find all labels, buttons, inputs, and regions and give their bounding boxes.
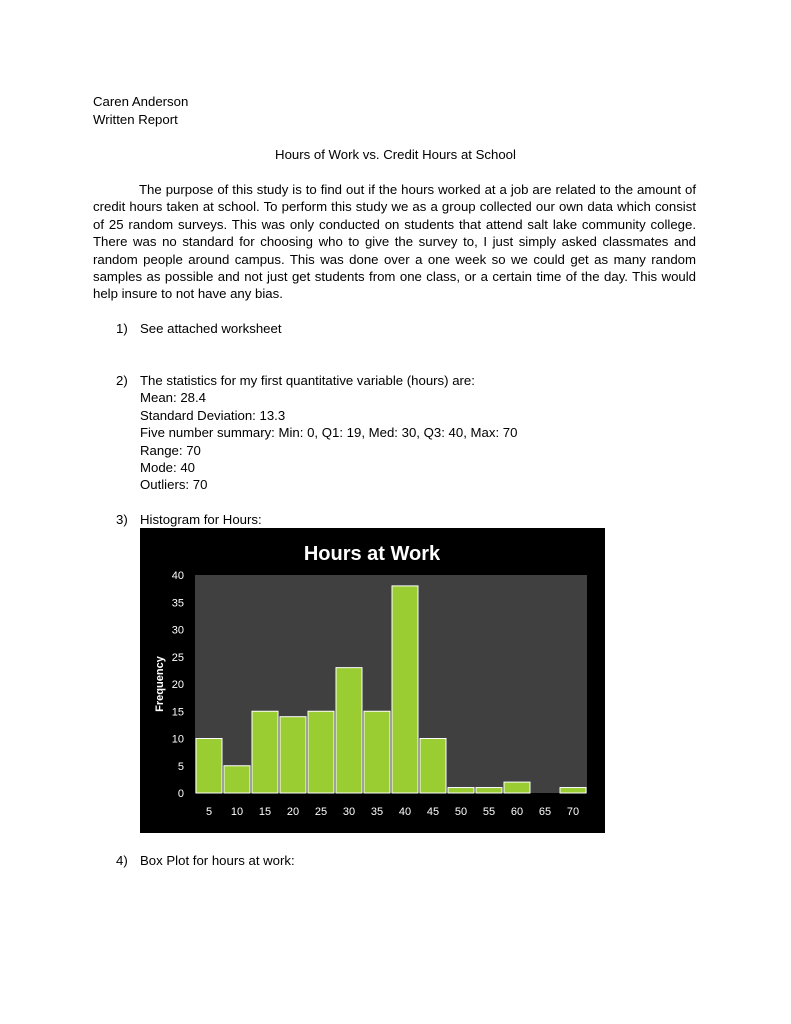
intro-text: The purpose of this study is to find out if the hours worked at a job are related to the amount of credit hours taken at school. To perform this study we as a group collected our own data which consist of 25 random surveys. This was only conducted on students that attend salt lake community college. There was no standard for choosing who to give the survey to, I just simply asked classmates and random people around campus. This was done over a one week so we could get as many random samples as possible and not just get students from one class, or a certain time of the day. This would help insure to not have any bias. [93,182,696,302]
histogram-bar [476,788,502,793]
author-name: Caren Anderson [93,94,189,109]
y-tick-label: 15 [171,706,184,719]
histogram-bar [196,739,222,794]
list-item-number: 2) [116,373,128,388]
y-tick-label: 40 [171,570,184,582]
stat-std-dev: Standard Deviation: 13.3 [140,407,286,423]
histogram-bar [560,788,586,793]
list-item-number: 1) [116,321,128,336]
histogram-bar [364,711,390,793]
histogram-svg [140,528,605,833]
stat-five-number: Five number summary: Min: 0, Q1: 19, Med: 30, Q3: 40, Max: 70 [140,425,518,441]
list-item-text: Box Plot for hours at work: [140,853,295,868]
histogram-chart [140,528,605,833]
x-tick-label: 60 [510,806,524,818]
histogram-bar [392,586,418,793]
stat-range: Range: 70 [140,442,201,458]
intro-paragraph [93,181,696,303]
x-tick-label: 25 [314,806,328,818]
y-axis-label: Frequency [154,656,166,712]
y-tick-label: 25 [171,651,184,664]
histogram-bar [420,739,446,794]
x-tick-label: 55 [482,806,496,818]
document-type: Written Report [93,112,178,127]
x-tick-label: 45 [426,806,440,818]
histogram-bar [280,717,306,793]
histogram-bar [336,668,362,793]
x-tick-label: 35 [370,806,384,818]
chart-title: Hours at Work [303,543,441,565]
list-item-number: 4) [116,853,128,868]
y-tick-label: 0 [177,788,184,800]
y-tick-label: 20 [171,679,184,691]
histogram-bar [252,711,278,793]
statistics-block [140,372,517,494]
stat-outliers: Outliers: 70 [140,477,208,493]
x-tick-label: 20 [286,806,300,818]
histogram-bar [448,788,474,793]
y-tick-label: 30 [171,624,184,637]
report-title: Hours of Work vs. Credit Hours at School [275,147,516,162]
x-tick-label: 15 [258,806,272,818]
histogram-bar [504,782,530,793]
statistics-intro: The statistics for my first quantitative variable (hours) are: [140,373,475,388]
y-tick-label: 35 [171,597,184,610]
x-tick-label: 40 [398,806,412,818]
x-tick-label: 50 [454,806,468,818]
list-item-text: Histogram for Hours: [140,512,262,527]
y-tick-label: 5 [177,760,184,773]
x-tick-label: 5 [205,806,213,818]
histogram-bar [308,711,334,793]
histogram-bar [224,766,250,793]
stat-mean: Mean: 28.4 [140,390,206,406]
y-tick-label: 10 [171,733,184,746]
x-tick-label: 30 [342,806,356,818]
stat-mode: Mode: 40 [140,460,195,476]
x-tick-label: 10 [230,806,244,818]
list-item-text: See attached worksheet [140,321,282,336]
x-tick-label: 65 [538,806,552,818]
list-item-number: 3) [116,512,128,527]
x-tick-label: 70 [566,806,580,818]
